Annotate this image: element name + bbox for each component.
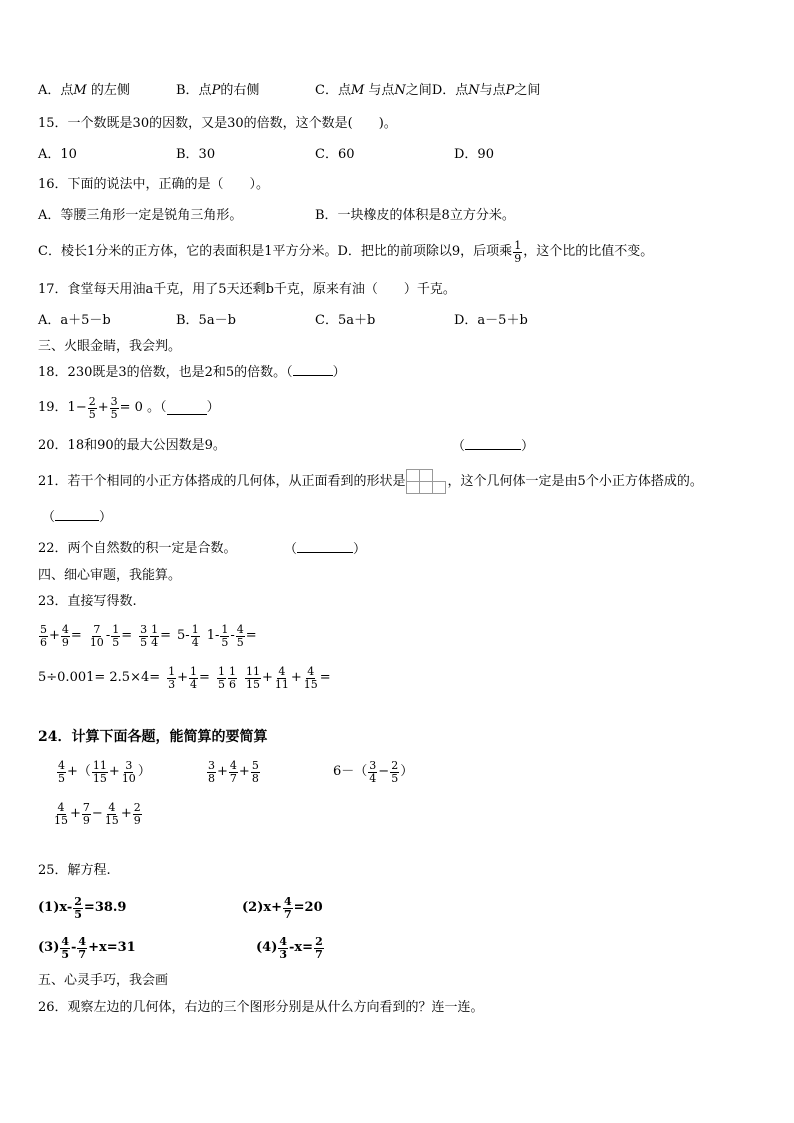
q14-b-tail: 的右侧	[220, 83, 260, 98]
denominator: 4	[151, 635, 159, 649]
cube-cell	[419, 481, 433, 494]
numerator: 2	[88, 394, 96, 408]
operator: +	[120, 806, 132, 821]
section-3-title: 三、火眼金睛，我会判。	[38, 339, 182, 354]
operator: +	[70, 806, 81, 821]
var-n: N	[394, 83, 406, 98]
numerator: 2	[133, 800, 141, 814]
operator: +	[261, 670, 273, 685]
q24-expr-3	[333, 756, 413, 788]
operator: −	[91, 806, 103, 821]
denominator: 5	[391, 771, 399, 785]
q14-c-tail: 之间	[405, 83, 432, 98]
fraction	[89, 624, 105, 649]
paren-close: ）	[521, 439, 535, 454]
paren-close: ）	[99, 510, 113, 525]
q23-item	[166, 666, 210, 691]
prefix: (4)	[256, 940, 278, 955]
operator: +	[49, 628, 60, 643]
var-n2: N	[468, 83, 480, 98]
q18	[38, 363, 346, 382]
denominator: 7	[229, 771, 237, 785]
numerator: 4	[284, 894, 292, 908]
q19-one: 1−	[67, 400, 87, 415]
denominator: 3	[279, 947, 288, 961]
cube-cell	[432, 481, 446, 494]
q25-eq-1	[38, 892, 126, 924]
prefix: 6－（	[333, 764, 368, 779]
denominator: 5	[110, 407, 118, 421]
q23-item	[207, 624, 257, 649]
q17-stem: 17．食堂每天用油a千克，用了5天还剩b千克，原来有油（ ）千克。	[38, 282, 456, 297]
operator: -x=	[289, 940, 314, 955]
denominator: 6	[40, 635, 47, 649]
denominator: 5	[140, 635, 148, 649]
equals: =	[70, 628, 82, 643]
fraction	[110, 396, 119, 421]
numerator: 4	[61, 934, 70, 948]
denominator: 7	[315, 947, 323, 961]
q23-row2-text: 5÷0.001= 2.5×4=	[38, 670, 161, 685]
numerator: 3	[208, 758, 215, 772]
q17-option-b: B．5a－b	[176, 313, 236, 328]
q15-option-a: A．10	[38, 147, 77, 162]
operator: −	[378, 764, 390, 779]
fraction	[121, 760, 137, 785]
q20-answer	[452, 437, 534, 456]
numerator: 4	[307, 664, 315, 678]
denominator: 10	[89, 635, 104, 649]
q14-option-cd-wrap	[315, 82, 540, 100]
denominator: 9	[61, 635, 69, 649]
q15-stem: 15．一个数既是30的因数，又是30的倍数，这个数是( )。	[38, 116, 397, 131]
operator: +	[97, 400, 109, 415]
operator: -	[230, 628, 235, 643]
equals: =	[160, 628, 172, 643]
q14-option-c: C．点	[315, 83, 351, 98]
q21-head: 21．若干个相同的小正方体搭成的几何体，从正面看到的形状是	[38, 474, 406, 489]
front-view-figure	[406, 469, 448, 495]
numerator: 11	[92, 758, 107, 772]
q16-option-a: A．等腰三角形一定是锐角三角形。	[38, 208, 243, 223]
q25-stem: 25．解方程.	[38, 863, 111, 878]
fraction	[228, 666, 237, 691]
q14-c-mid: 与点	[368, 83, 395, 98]
numerator: 1	[514, 238, 522, 252]
fraction	[283, 896, 293, 921]
q25-eq-3	[38, 932, 136, 964]
operator: +	[290, 670, 302, 685]
paren-close: ）	[332, 365, 346, 380]
denominator: 5	[88, 407, 96, 421]
fraction	[314, 936, 324, 961]
var-p: P	[211, 83, 221, 98]
denominator: 4	[191, 635, 199, 649]
fraction	[39, 624, 48, 649]
equals: =	[199, 670, 210, 685]
operator: -	[105, 628, 111, 643]
fraction	[104, 802, 120, 827]
fraction	[207, 760, 216, 785]
fraction	[368, 760, 377, 785]
q26-stem: 26．观察左边的几何体，右边的三个图形分别是从什么方向看到的？连一连。	[38, 1000, 484, 1015]
numerator: 3	[125, 758, 133, 772]
denominator: 9	[514, 251, 522, 265]
numerator: 1	[151, 622, 159, 636]
numerator: 7	[82, 800, 90, 814]
q14-a-tail: 的左侧	[90, 83, 130, 98]
q25-eq-2	[242, 892, 323, 924]
q22-answer	[284, 540, 366, 559]
denominator: 5	[58, 771, 65, 785]
numerator: 4	[58, 758, 65, 772]
q23-item	[244, 666, 331, 691]
answer-blank[interactable]	[293, 363, 333, 376]
q24-stem: 24．计算下面各题，能简算的要简算	[38, 729, 268, 745]
q22-text: 22．两个自然数的积一定是合数。	[38, 541, 237, 556]
denominator: 7	[78, 947, 87, 961]
denominator: 9	[82, 813, 90, 827]
numerator: 5	[251, 758, 259, 772]
prefix: (3)	[38, 940, 60, 955]
numerator: 2	[74, 894, 82, 908]
paren-close: ）	[137, 764, 151, 779]
fraction	[390, 760, 399, 785]
fraction	[150, 624, 159, 649]
operator: +	[108, 764, 120, 779]
q14-d-mid: 与点	[479, 83, 506, 98]
denominator: 10	[121, 771, 136, 785]
q15-option-b: B．30	[176, 147, 216, 162]
fraction	[133, 802, 142, 827]
numerator: 4	[236, 622, 244, 636]
q16-option-b: B．一块橡皮的体积是8立方分米。	[315, 208, 515, 223]
denominator: 15	[92, 771, 107, 785]
cube-cell	[406, 481, 420, 494]
q23-row-2	[38, 662, 331, 694]
q16-option-c: C．棱长1分米的正方体，它的表面积是1平方分米。D．把比的前项除以9，后项乘	[38, 244, 513, 259]
operator: +	[217, 764, 228, 779]
prefix: (1)x-	[38, 900, 73, 915]
denominator: 3	[168, 677, 176, 691]
fraction	[191, 624, 200, 649]
fraction	[82, 802, 91, 827]
equals: =	[121, 628, 133, 643]
numerator: 7	[93, 622, 101, 636]
var-m2: M	[350, 83, 365, 98]
q14-option-b: B．点	[176, 83, 212, 98]
fraction	[245, 666, 261, 691]
numerator: 4	[229, 758, 237, 772]
q21	[38, 467, 703, 497]
numerator: 1	[190, 664, 198, 678]
q17-option-a: A．a＋5－b	[38, 313, 111, 328]
suffix: +x=31	[88, 940, 136, 955]
fraction	[167, 666, 176, 691]
numerator: 3	[110, 394, 118, 408]
denominator: 7	[284, 907, 292, 921]
fraction	[88, 396, 97, 421]
denominator: 15	[104, 813, 119, 827]
q14-option-d: D．点	[431, 83, 469, 98]
denominator: 5	[74, 907, 82, 921]
q23-stem: 23．直接写得数.	[38, 594, 137, 609]
q20-text: 20．18和90的最大公因数是9。	[38, 438, 226, 453]
numerator: 3	[140, 622, 148, 636]
q23-item	[38, 624, 82, 649]
q14-option-b-wrap	[176, 82, 259, 100]
q16-stem: 16．下面的说法中，正确的是（ ）。	[38, 177, 270, 192]
fraction	[236, 624, 245, 649]
q15-option-c: C．60	[315, 147, 355, 162]
numerator: 1	[191, 622, 199, 636]
answer-blank[interactable]	[167, 402, 207, 415]
fraction	[513, 240, 522, 265]
q14-options	[38, 82, 130, 100]
fraction	[217, 666, 226, 691]
denominator: 6	[228, 677, 236, 691]
fraction	[303, 666, 319, 691]
denominator: 8	[208, 771, 215, 785]
denominator: 5	[221, 635, 229, 649]
denominator: 15	[303, 677, 318, 691]
q23-item	[88, 624, 132, 649]
fraction	[92, 760, 108, 785]
q23-item	[216, 666, 238, 691]
denominator: 5	[217, 677, 225, 691]
q14-d-tail: 之间	[514, 83, 541, 98]
answer-blank[interactable]	[465, 437, 521, 450]
equals: =	[245, 628, 257, 643]
suffix: =38.9	[83, 900, 127, 915]
fraction	[220, 624, 229, 649]
q24-expr-4	[52, 798, 143, 830]
q25-eq-4	[256, 932, 325, 964]
numerator: 5	[40, 622, 47, 636]
operator: +	[238, 764, 250, 779]
fraction	[251, 760, 260, 785]
operator: +	[177, 670, 189, 685]
prefix: (2)x+	[242, 900, 282, 915]
denominator: 15	[54, 813, 68, 827]
paren-open: （	[42, 510, 56, 525]
numerator: 1	[228, 664, 236, 678]
numerator: 4	[279, 934, 288, 948]
numerator: 11	[245, 664, 260, 678]
q16-option-cd	[38, 236, 653, 268]
answer-blank[interactable]	[297, 540, 353, 553]
q24-expr-1	[56, 756, 151, 788]
q17-option-c: C．5a＋b	[315, 313, 376, 328]
q23-item	[177, 624, 201, 649]
q19-number: 19．	[38, 400, 68, 415]
numerator: 1	[221, 622, 229, 636]
numerator: 4	[57, 800, 65, 814]
q21-tail: ，这个几何体一定是由5个小正方体搭成的。	[447, 474, 703, 489]
denominator: 8	[251, 771, 259, 785]
q23-row-1	[38, 620, 257, 652]
answer-blank[interactable]	[55, 508, 99, 521]
var-p2: P	[505, 83, 515, 98]
fraction	[77, 936, 87, 961]
prefix: 5-	[177, 628, 190, 643]
fraction	[61, 624, 70, 649]
q19-eq: = 0 。（	[119, 400, 167, 415]
q14-option-a: A．点	[38, 83, 74, 98]
suffix: =20	[293, 900, 323, 915]
denominator: 4	[190, 677, 198, 691]
denominator: 11	[274, 677, 289, 691]
denominator: 9	[133, 813, 141, 827]
fraction	[229, 760, 238, 785]
q15-option-d: D．90	[454, 147, 494, 162]
denominator: 5	[61, 947, 70, 961]
numerator: 2	[315, 934, 323, 948]
paren-close: ）	[206, 400, 220, 415]
fraction	[57, 760, 66, 785]
denominator: 15	[245, 677, 260, 691]
numerator: 4	[78, 934, 87, 948]
paren-close: ）	[353, 542, 367, 557]
q24-expr-2	[206, 756, 261, 788]
q19	[38, 392, 220, 424]
numerator: 1	[112, 622, 120, 636]
fraction	[111, 624, 120, 649]
paren-close: ）	[400, 764, 414, 779]
paren-open: （	[284, 542, 298, 557]
fraction	[189, 666, 198, 691]
numerator: 2	[391, 758, 399, 772]
fraction	[278, 936, 288, 961]
operator: +（	[67, 764, 91, 779]
equals: =	[319, 670, 331, 685]
prefix: 1-	[206, 628, 220, 643]
section-4-title: 四、细心审题，我能算。	[38, 568, 182, 583]
q17-option-d: D．a－5＋b	[454, 313, 528, 328]
fraction	[53, 802, 69, 827]
fraction	[73, 896, 83, 921]
var-m: M	[73, 83, 87, 98]
q21-answer	[42, 508, 112, 527]
q16-option-d-tail: ，这个比的比值不变。	[523, 244, 654, 259]
numerator: 4	[278, 664, 286, 678]
fraction	[60, 936, 70, 961]
paren-open: （	[452, 439, 466, 454]
numerator: 4	[61, 622, 69, 636]
numerator: 4	[108, 800, 116, 814]
denominator: 4	[369, 771, 377, 785]
operator: -	[71, 940, 77, 955]
q23-item	[138, 624, 171, 649]
section-5-title: 五、心灵手巧，我会画	[38, 973, 169, 988]
numerator: 1	[217, 664, 225, 678]
fraction	[139, 624, 148, 649]
denominator: 5	[112, 635, 120, 649]
fraction	[274, 666, 290, 691]
q18-text: 18．230既是3的倍数，也是2和5的倍数。（	[38, 365, 293, 380]
numerator: 1	[168, 664, 176, 678]
denominator: 5	[236, 635, 244, 649]
numerator: 3	[369, 758, 377, 772]
